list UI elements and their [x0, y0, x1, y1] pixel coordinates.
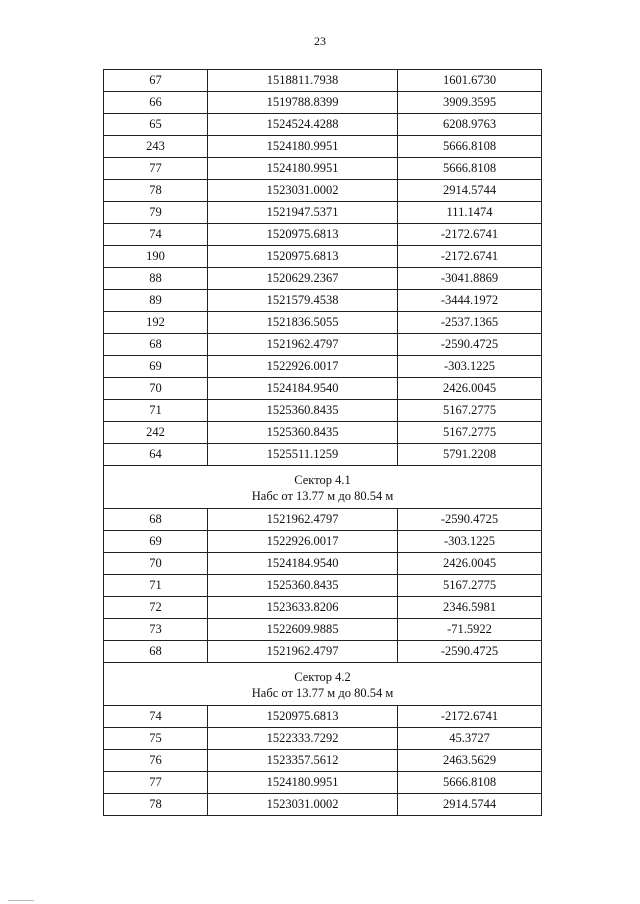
table-row: [104, 794, 542, 816]
x-coordinate-cell: 1520975.6813: [208, 706, 398, 728]
point-number-cell: 190: [104, 246, 208, 268]
table-row: [104, 290, 542, 312]
x-coordinate-cell: 1525360.8435: [208, 422, 398, 444]
table-row: [104, 268, 542, 290]
table-row: [104, 312, 542, 334]
table-row: [104, 750, 542, 772]
point-number-cell: 242: [104, 422, 208, 444]
y-coordinate-cell: 6208.9763: [398, 114, 542, 136]
table-row: [104, 246, 542, 268]
y-coordinate-cell: -2537.1365: [398, 312, 542, 334]
coordinates-block-a: [104, 70, 542, 466]
y-coordinate-cell: -2590.4725: [398, 509, 542, 531]
y-coordinate-cell: 2426.0045: [398, 553, 542, 575]
point-number-cell: 75: [104, 728, 208, 750]
y-coordinate-cell: -303.1225: [398, 531, 542, 553]
x-coordinate-cell: 1524180.9951: [208, 772, 398, 794]
y-coordinate-cell: 111.1474: [398, 202, 542, 224]
section-header-4-1: [104, 466, 542, 509]
x-coordinate-cell: 1521947.5371: [208, 202, 398, 224]
y-coordinate-cell: 5666.8108: [398, 772, 542, 794]
y-coordinate-cell: 5167.2775: [398, 422, 542, 444]
x-coordinate-cell: 1524184.9540: [208, 378, 398, 400]
table-row: [104, 92, 542, 114]
x-coordinate-cell: 1522926.0017: [208, 531, 398, 553]
x-coordinate-cell: 1520975.6813: [208, 246, 398, 268]
table-row: [104, 136, 542, 158]
point-number-cell: 74: [104, 706, 208, 728]
y-coordinate-cell: -2172.6741: [398, 706, 542, 728]
table-row: [104, 531, 542, 553]
x-coordinate-cell: 1520629.2367: [208, 268, 398, 290]
y-coordinate-cell: 5666.8108: [398, 158, 542, 180]
y-coordinate-cell: 3909.3595: [398, 92, 542, 114]
table-row: [104, 422, 542, 444]
point-number-cell: 77: [104, 772, 208, 794]
section-title: Сектор 4.2: [294, 670, 351, 684]
point-number-cell: 192: [104, 312, 208, 334]
section-header-cell: [104, 466, 542, 509]
y-coordinate-cell: 2914.5744: [398, 180, 542, 202]
table-row: [104, 509, 542, 531]
x-coordinate-cell: 1523031.0002: [208, 794, 398, 816]
x-coordinate-cell: 1518811.7938: [208, 70, 398, 92]
point-number-cell: 79: [104, 202, 208, 224]
table-row: [104, 334, 542, 356]
y-coordinate-cell: 2463.5629: [398, 750, 542, 772]
x-coordinate-cell: 1522926.0017: [208, 356, 398, 378]
x-coordinate-cell: 1522333.7292: [208, 728, 398, 750]
table-row: [104, 444, 542, 466]
page-number: 23: [314, 34, 326, 48]
point-number-cell: 69: [104, 531, 208, 553]
point-number-cell: 65: [104, 114, 208, 136]
point-number-cell: 73: [104, 619, 208, 641]
point-number-cell: 71: [104, 575, 208, 597]
x-coordinate-cell: 1521836.5055: [208, 312, 398, 334]
table-row: [104, 641, 542, 663]
y-coordinate-cell: -2172.6741: [398, 246, 542, 268]
point-number-cell: 68: [104, 334, 208, 356]
table-row: [104, 224, 542, 246]
y-coordinate-cell: 5167.2775: [398, 575, 542, 597]
point-number-cell: 67: [104, 70, 208, 92]
point-number-cell: 69: [104, 356, 208, 378]
y-coordinate-cell: 5167.2775: [398, 400, 542, 422]
y-coordinate-cell: -71.5922: [398, 619, 542, 641]
section-title: Сектор 4.1: [294, 473, 351, 487]
table-row: [104, 114, 542, 136]
x-coordinate-cell: 1521962.4797: [208, 509, 398, 531]
x-coordinate-cell: 1525360.8435: [208, 575, 398, 597]
section-header-4-2: [104, 663, 542, 706]
x-coordinate-cell: 1523031.0002: [208, 180, 398, 202]
x-coordinate-cell: 1520975.6813: [208, 224, 398, 246]
table-row: [104, 619, 542, 641]
x-coordinate-cell: 1521962.4797: [208, 641, 398, 663]
y-coordinate-cell: 45.3727: [398, 728, 542, 750]
point-number-cell: 70: [104, 553, 208, 575]
y-coordinate-cell: -2590.4725: [398, 641, 542, 663]
x-coordinate-cell: 1522609.9885: [208, 619, 398, 641]
y-coordinate-cell: -3444.1972: [398, 290, 542, 312]
table-row: [104, 553, 542, 575]
x-coordinate-cell: 1524180.9951: [208, 136, 398, 158]
coordinates-block-b: [104, 509, 542, 663]
table-row: [104, 400, 542, 422]
y-coordinate-cell: -2590.4725: [398, 334, 542, 356]
y-coordinate-cell: 1601.6730: [398, 70, 542, 92]
point-number-cell: 78: [104, 180, 208, 202]
point-number-cell: 76: [104, 750, 208, 772]
point-number-cell: 70: [104, 378, 208, 400]
y-coordinate-cell: 2346.5981: [398, 597, 542, 619]
section-41-block: [104, 466, 542, 509]
x-coordinate-cell: 1519788.8399: [208, 92, 398, 114]
coordinates-block-c: [104, 706, 542, 816]
x-coordinate-cell: 1523633.8206: [208, 597, 398, 619]
y-coordinate-cell: -2172.6741: [398, 224, 542, 246]
table-row: [104, 728, 542, 750]
y-coordinate-cell: -303.1225: [398, 356, 542, 378]
y-coordinate-cell: 5791.2208: [398, 444, 542, 466]
y-coordinate-cell: -3041.8869: [398, 268, 542, 290]
point-number-cell: 66: [104, 92, 208, 114]
table-row: [104, 597, 542, 619]
y-coordinate-cell: 2426.0045: [398, 378, 542, 400]
point-number-cell: 72: [104, 597, 208, 619]
y-coordinate-cell: 2914.5744: [398, 794, 542, 816]
x-coordinate-cell: 1525360.8435: [208, 400, 398, 422]
point-number-cell: 68: [104, 641, 208, 663]
point-number-cell: 68: [104, 509, 208, 531]
x-coordinate-cell: 1521579.4538: [208, 290, 398, 312]
x-coordinate-cell: 1521962.4797: [208, 334, 398, 356]
table-row: [104, 378, 542, 400]
x-coordinate-cell: 1524180.9951: [208, 158, 398, 180]
table-row: [104, 706, 542, 728]
point-number-cell: 243: [104, 136, 208, 158]
table-row: [104, 356, 542, 378]
section-range: Набс от 13.77 м до 80.54 м: [251, 489, 394, 503]
x-coordinate-cell: 1524184.9540: [208, 553, 398, 575]
table-row: [104, 202, 542, 224]
x-coordinate-cell: 1523357.5612: [208, 750, 398, 772]
point-number-cell: 64: [104, 444, 208, 466]
margin-mark: [8, 900, 34, 901]
table-row: [104, 180, 542, 202]
point-number-cell: 74: [104, 224, 208, 246]
section-42-block: [104, 663, 542, 706]
point-number-cell: 88: [104, 268, 208, 290]
section-range: Набс от 13.77 м до 80.54 м: [251, 686, 394, 700]
table-row: [104, 70, 542, 92]
table-row: [104, 575, 542, 597]
section-header-cell: [104, 663, 542, 706]
point-number-cell: 78: [104, 794, 208, 816]
point-number-cell: 71: [104, 400, 208, 422]
x-coordinate-cell: 1524524.4288: [208, 114, 398, 136]
point-number-cell: 89: [104, 290, 208, 312]
point-number-cell: 77: [104, 158, 208, 180]
table-row: [104, 158, 542, 180]
coordinates-table: [103, 69, 542, 816]
table-row: [104, 772, 542, 794]
x-coordinate-cell: 1525511.1259: [208, 444, 398, 466]
y-coordinate-cell: 5666.8108: [398, 136, 542, 158]
